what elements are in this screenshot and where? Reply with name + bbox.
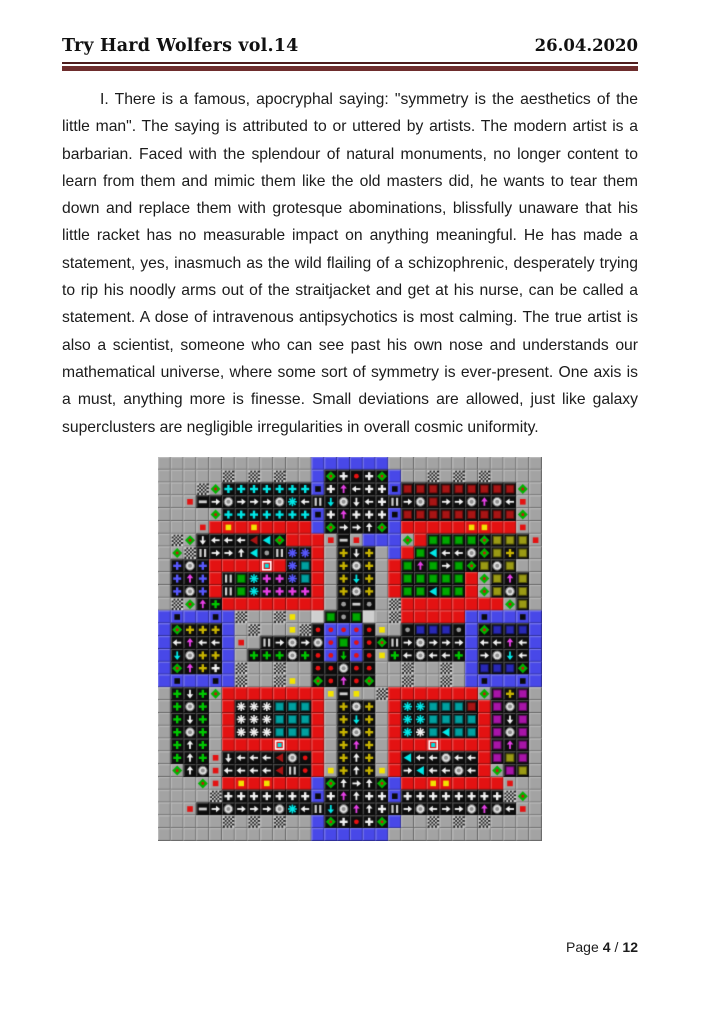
header-title: Try Hard Wolfers vol.14 <box>62 36 299 56</box>
puzzle-map-image <box>158 457 542 841</box>
header-date: 26.04.2020 <box>534 36 638 55</box>
footer-page-label: Page <box>566 939 599 955</box>
footer-page-total: 12 <box>622 939 638 955</box>
header-rule-thin <box>62 62 638 64</box>
figure-container <box>158 457 542 841</box>
body-paragraph: I. There is a famous, apocryphal saying: "symmetry is the aesthetics of the little man". The saying is attributed to or uttered by artists. The modern artist is a barbarian. Faced with the splendour of natural monuments, no longer content to learn from them and mimic them like the old masters did, he wants to tear them down and replace them with grotesque abominations, blissfully unaware that his little racket has no measurable impact on anything meaningful. He has made a statement, yes, inasmuch as the wild flailing of a schizophrenic, desperately trying to rip his noodly arms out of the straitjacket and get at his nurse, can be called a statement. A dose of intravenous antipsychotics is most calming. The true artist is also a scientist, someone who can see past his own nose and understands our mathematical universe, where some sort of symmetry is ever-present. One axis is a must, anything more is finesse. Small deviations are allowed, just like galaxy superclusters are negligible irregularities in overall cosmic uniformity. <box>62 91 638 436</box>
footer-page-separator: / <box>614 939 619 955</box>
footer-page-number: 4 <box>602 939 611 955</box>
document-header <box>62 36 638 56</box>
page-footer <box>566 939 638 955</box>
header-rule-thick <box>62 66 638 71</box>
